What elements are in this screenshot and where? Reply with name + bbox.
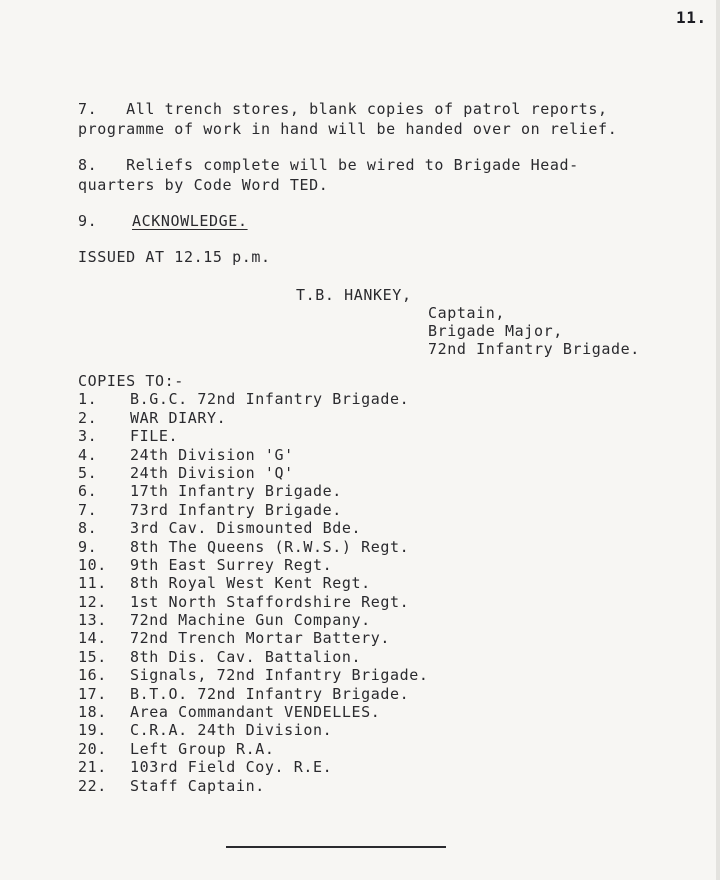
copy-recipient: Staff Captain. (130, 776, 265, 795)
copies-list-item (78, 538, 429, 556)
copies-heading: COPIES TO:- (78, 372, 184, 390)
copies-list-item (78, 777, 429, 795)
copy-recipient: 8th Dis. Cav. Battalion. (130, 647, 362, 666)
copies-list-item (78, 721, 429, 739)
signatory-rank: Captain, (428, 304, 506, 322)
copy-recipient: 72nd Trench Mortar Battery. (130, 629, 391, 648)
copies-list-item (78, 409, 429, 427)
signatory-name: T.B. HANKEY, (296, 286, 412, 304)
copies-list-item (78, 427, 429, 445)
signatory-unit: 72nd Infantry Brigade. (428, 340, 640, 358)
copy-number: 17. (78, 684, 107, 703)
copies-list-item (78, 611, 429, 629)
copies-list-item (78, 501, 429, 519)
copy-number: 21. (78, 758, 107, 777)
copy-number: 15. (78, 647, 107, 666)
copy-recipient: Area Commandant VENDELLES. (130, 703, 381, 722)
copy-number: 16. (78, 666, 107, 685)
para9-acknowledge: ACKNOWLEDGE. (132, 212, 248, 230)
copies-list-item (78, 703, 429, 721)
copies-list-item (78, 685, 429, 703)
copies-list-item (78, 593, 429, 611)
copy-number: 19. (78, 721, 107, 740)
copy-number: 1. (78, 390, 98, 409)
closing-rule (226, 846, 446, 848)
para7-line1: 7. All trench stores, blank copies of patrol reports, (78, 100, 608, 118)
para8-line2: quarters by Code Word TED. (78, 176, 329, 194)
copy-recipient: 24th Division 'Q' (130, 463, 294, 482)
copy-recipient: 72nd Machine Gun Company. (130, 611, 371, 630)
copies-list-item (78, 519, 429, 537)
copy-number: 10. (78, 555, 107, 574)
copies-list-item (78, 648, 429, 666)
page-edge (716, 0, 720, 880)
copy-recipient: 1st North Staffordshire Regt. (130, 592, 410, 611)
signatory-role: Brigade Major, (428, 322, 563, 340)
copies-list-item (78, 740, 429, 758)
copy-number: 14. (78, 629, 107, 648)
copy-recipient: C.R.A. 24th Division. (130, 721, 333, 740)
copies-list-item (78, 446, 429, 464)
copy-number: 11. (78, 574, 107, 593)
copy-recipient: 3rd Cav. Dismounted Bde. (130, 519, 362, 538)
copies-list (78, 372, 429, 795)
copy-number: 9. (78, 537, 98, 556)
copy-number: 18. (78, 703, 107, 722)
copy-recipient: B.G.C. 72nd Infantry Brigade. (130, 390, 410, 409)
copies-list-item (78, 574, 429, 592)
copy-recipient: 24th Division 'G' (130, 445, 294, 464)
copy-recipient: B.T.O. 72nd Infantry Brigade. (130, 684, 410, 703)
para8-line1: 8. Reliefs complete will be wired to Brigade Head- (78, 156, 579, 174)
copy-number: 6. (78, 482, 98, 501)
copy-number: 22. (78, 776, 107, 795)
copy-recipient: 103rd Field Coy. R.E. (130, 758, 333, 777)
para9-number: 9. (78, 212, 98, 230)
copy-number: 7. (78, 500, 98, 519)
copy-recipient: Signals, 72nd Infantry Brigade. (130, 666, 429, 685)
page-number: 11. (676, 8, 707, 27)
para7-line2: programme of work in hand will be handed over on relief. (78, 120, 618, 138)
copy-recipient: Left Group R.A. (130, 739, 275, 758)
copy-number: 2. (78, 408, 98, 427)
copies-list-item (78, 390, 429, 408)
copy-recipient: 17th Infantry Brigade. (130, 482, 342, 501)
copy-recipient: WAR DIARY. (130, 408, 227, 427)
copies-list-item (78, 666, 429, 684)
copy-number: 4. (78, 445, 98, 464)
copies-list-item (78, 758, 429, 776)
issued-time: ISSUED AT 12.15 p.m. (78, 248, 271, 266)
copies-list-item (78, 629, 429, 647)
copy-recipient: 8th The Queens (R.W.S.) Regt. (130, 537, 410, 556)
copy-number: 3. (78, 427, 98, 446)
copies-list-item (78, 464, 429, 482)
copies-list-item (78, 482, 429, 500)
copy-number: 20. (78, 739, 107, 758)
copy-recipient: 73rd Infantry Brigade. (130, 500, 342, 519)
copy-number: 12. (78, 592, 107, 611)
copy-number: 13. (78, 611, 107, 630)
copy-number: 5. (78, 463, 98, 482)
copy-number: 8. (78, 519, 98, 538)
copy-recipient: FILE. (130, 427, 179, 446)
copies-list-item (78, 556, 429, 574)
copy-recipient: 8th Royal West Kent Regt. (130, 574, 371, 593)
copy-recipient: 9th East Surrey Regt. (130, 555, 333, 574)
copies-rows (78, 390, 429, 795)
